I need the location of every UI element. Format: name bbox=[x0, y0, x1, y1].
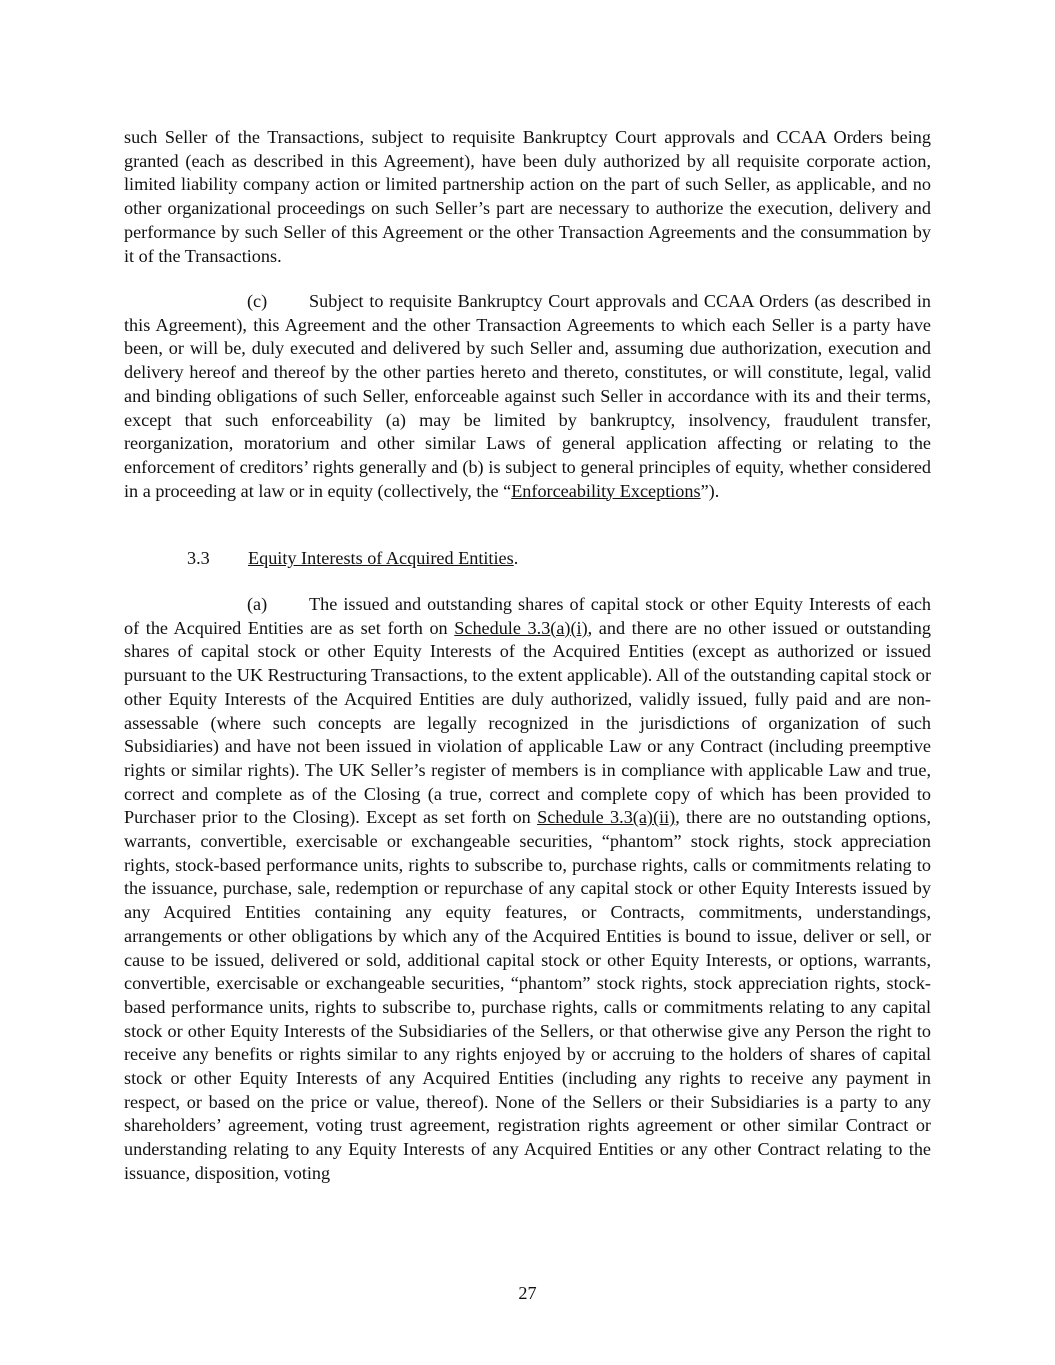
paragraph-a: (a) The issued and outstanding shares of capital stock or other Equity Interests of each of the Acquired Entities are as set forth on Schedule 3.3(a)(i), and there are no other issued or outstanding shares of capital stock or other Equity Interests of the Acquired Entities (except as authorized or issued pursuant to the UK Restructuring Transactions, to the extent applicable). All of the outstanding capital stock or other Equity Interests of the Acquired Entities are duly authorized, validly issued, fully paid and are non-assessable (where such concepts are legally recognized in the jurisdictions of organization of such Subsidiaries) and have not been issued in violation of applicable Law or any Contract (including preemptive rights or similar rights). The UK Seller’s register of members is in compliance with applicable Law and true, correct and complete as of the Closing (a true, correct and complete copy of which has been provided to Purchaser prior to the Closing). Except as set forth on Schedule 3.3(a)(ii), there are no outstanding options, warrants, convertible, exercisable or exchangeable securities, “phantom” stock rights, stock appreciation rights, stock-based performance units, rights to subscribe to, purchase rights, calls or commitments relating to the issuance, purchase, sale, redemption or repurchase of any capital stock or other Equity Interests issued by any Acquired Entities containing any equity features, or Contracts, commitments, understandings, arrangements or other obligations by which any of the Acquired Entities is bound to issue, deliver or sell, or cause to be issued, delivered or sold, additional capital stock or other Equity Interests, or options, warrants, convertible, exercisable or exchangeable securities, “phantom” stock rights, stock appreciation rights, stock-based performance units, rights to subscribe to, purchase rights, calls or commitments relating to any capital stock or other Equity Interests of the Subsidiaries of the Sellers, or that otherwise give any Person the right to receive any benefits or rights similar to any rights enjoyed by or accruing to the holders of shares of capital stock or other Equity Interests of any Acquired Entities (including any rights to receive any payment in respect, or based on the price or value, thereof). None of the Sellers or their Subsidiaries is a party to any shareholders’ agreement, voting trust agreement, registration rights agreement or other similar Contract or understanding relating to any Equity Interests of any Acquired Entities or any other Contract relating to the issuance, disposition, voting bbox=[124, 594, 931, 1183]
section-title: Equity Interests of Acquired Entities bbox=[248, 548, 514, 568]
subsection-label-a: (a) bbox=[247, 594, 268, 614]
paragraph-continuation bbox=[124, 126, 931, 268]
schedule-reference-3-3-a-ii: Schedule 3.3(a)(ii) bbox=[537, 807, 676, 828]
defined-term-enforceability-exceptions: Enforceability Exceptions bbox=[511, 480, 701, 501]
section-heading-3-3: 3.3 Equity Interests of Acquired Entities. bbox=[187, 547, 518, 571]
page-number: 27 bbox=[518, 1283, 537, 1303]
section-number: 3.3 bbox=[187, 548, 210, 568]
subsection-label-c: (c) bbox=[247, 291, 268, 311]
schedule-reference-3-3-a-i: Schedule 3.3(a)(i) bbox=[454, 617, 588, 638]
paragraph-text: such Seller of the Transactions, subject to requisite Bankruptcy Court approvals and CCAA Orders being granted (each as described in this Agreement), have been duly authorized by all requisite corporate action, limited liability company action or limited partnership action on the part of such Seller, as applicable, and no other organizational proceedings on such Seller’s part are necessary to authorize the execution, delivery and performance by such Seller of this Agreement or the other Transaction Agreements and the consummation by it of the Transactions. bbox=[124, 127, 931, 266]
paragraph-c: (c) Subject to requisite Bankruptcy Court approvals and CCAA Orders (as described in this Agreement), this Agreement and the other Transaction Agreements to which each Seller is a party have been, or will be, duly executed and delivered by such Seller and, assuming due authorization, execution and delivery hereof and thereof by the other parties hereto and thereto, constitutes, or will constitute, legal, valid and binding obligations of such Seller, enforceable against such Seller in accordance with its and their terms, except that such enforceability (a) may be limited by bankruptcy, insolvency, fraudulent transfer, reorganization, moratorium and other similar Laws of general application affecting or relating to the enforcement of creditors’ rights generally and (b) is subject to general principles of equity, whether considered in a proceeding at law or in equity (collectively, the “Enforceability Exceptions”). bbox=[124, 291, 931, 501]
paragraph-text: The issued and outstanding shares of capital stock or other Equity Interests of each of the Acquired Entities are as set forth on bbox=[124, 594, 931, 638]
paragraph-text: Subject to requisite Bankruptcy Court approvals and CCAA Orders (as described in this Agreement), this Agreement and the other Transaction Agreements to which each Seller is a party have been, or will be, duly executed and delivered by such Seller and, assuming due authorization, execution and delivery hereof and thereof by the other parties hereto and thereto, constitutes, or will constitute, legal, valid and binding obligations of such Seller, enforceable against such Seller in accordance with its and their terms, except that such enforceability (a) may be limited by bankruptcy, insolvency, fraudulent transfer, reorganization, moratorium and other similar Laws of general application affecting or relating to the enforcement of creditors’ rights generally and (b) is subject to general principles of equity, whether considered in a proceeding at law or in equity (collectively, the “ bbox=[124, 291, 931, 501]
